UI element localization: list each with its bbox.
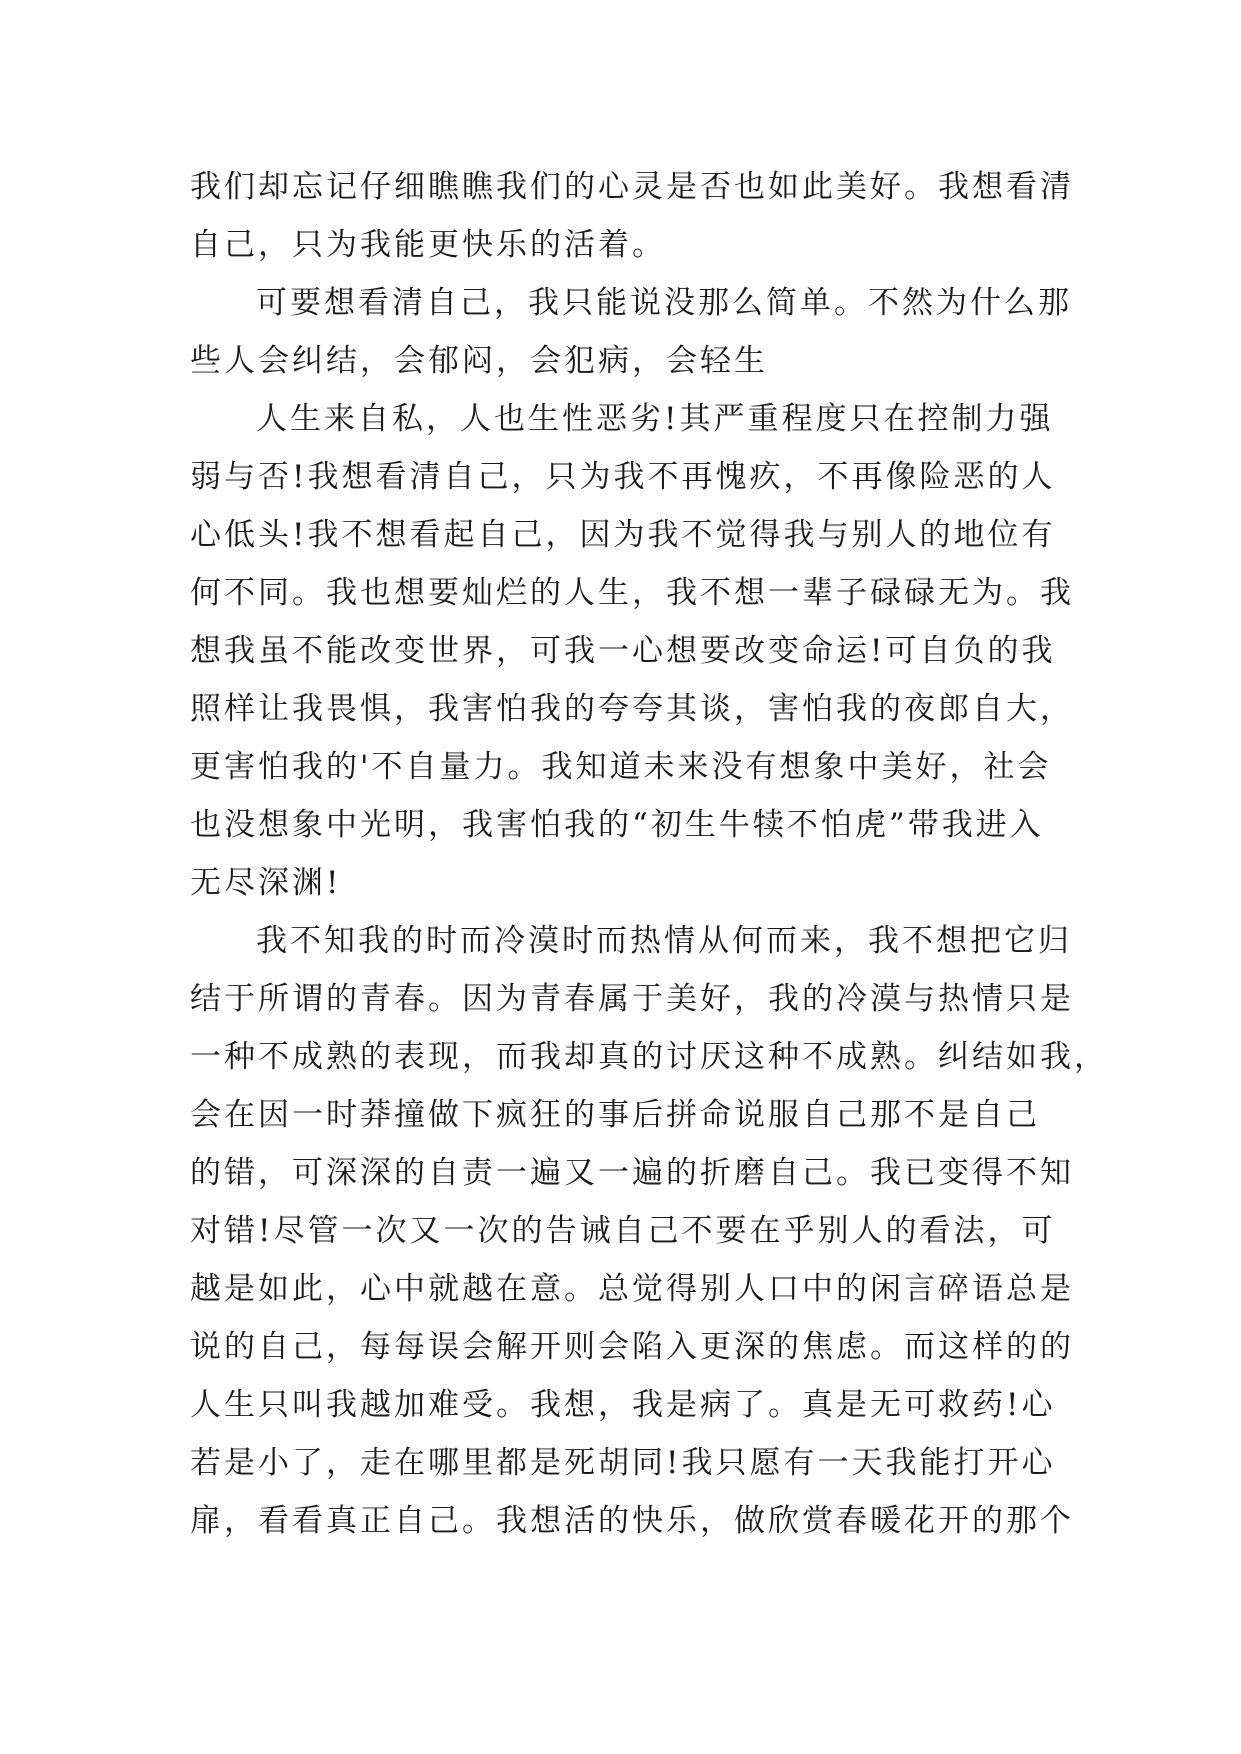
text-line: 何不同。我也想要灿烂的人生，我不想一辈子碌碌无为。我: [190, 575, 1074, 611]
text-line: 无尽深渊!: [190, 865, 342, 901]
text-line: 照样让我畏惧，我害怕我的夸夸其谈，害怕我的夜郎自大，: [190, 691, 1074, 727]
text-line: 自己，只为我能更快乐的活着。: [190, 227, 666, 263]
text-line: 结于所谓的青春。因为青春属于美好，我的冷漠与热情只是: [190, 981, 1074, 1017]
text-line: 些人会纠结，会郁闷，会犯病，会轻生: [190, 343, 768, 379]
text-line: 会在因一时莽撞做下疯狂的事后拼命说服自己那不是自己: [190, 1097, 1040, 1133]
text-line: 可要想看清自己，我只能说没那么简单。不然为什么那: [256, 285, 1072, 321]
text-line: 对错!尽管一次又一次的告诫自己不要在乎别人的看法，可: [190, 1213, 1056, 1249]
text-line: 我们却忘记仔细瞧瞧我们的心灵是否也如此美好。我想看清: [190, 169, 1074, 205]
text-line: 人生来自私，人也生性恶劣!其严重程度只在控制力强: [256, 401, 1054, 437]
text-line: 若是小了，走在哪里都是死胡同!我只愿有一天我能打开心: [190, 1445, 1056, 1481]
text-line: 也没想象中光明，我害怕我的“初生牛犊不怕虎”带我进入: [190, 807, 1044, 843]
text-line: 扉，看看真正自己。我想活的快乐，做欣赏春暖花开的那个: [190, 1503, 1074, 1539]
text-line: 想我虽不能改变世界，可我一心想要改变命运!可自负的我: [190, 633, 1056, 669]
text-line: 我不知我的时而冷漠时而热情从何而来，我不想把它归: [256, 923, 1072, 959]
text-line: 更害怕我的'不自量力。我知道未来没有想象中美好，社会: [190, 749, 1052, 785]
text-line: 的错，可深深的自责一遍又一遍的折磨自己。我已变得不知: [190, 1155, 1074, 1191]
text-line: 人生只叫我越加难受。我想，我是病了。真是无可救药!心: [190, 1387, 1056, 1423]
text-line: 越是如此，心中就越在意。总觉得别人口中的闲言碎语总是: [190, 1271, 1074, 1307]
body-text: [190, 158, 1108, 1550]
text-line: 说的自己，每每误会解开则会陷入更深的焦虑。而这样的的: [190, 1329, 1074, 1365]
text-line: 弱与否!我想看清自己，只为我不再愧疚，不再像险恶的人: [190, 459, 1056, 495]
text-line: 一种不成熟的表现，而我却真的讨厌这种不成熟。纠结如我，: [190, 1039, 1108, 1075]
text-line: 心低头!我不想看起自己，因为我不觉得我与别人的地位有: [190, 517, 1056, 553]
